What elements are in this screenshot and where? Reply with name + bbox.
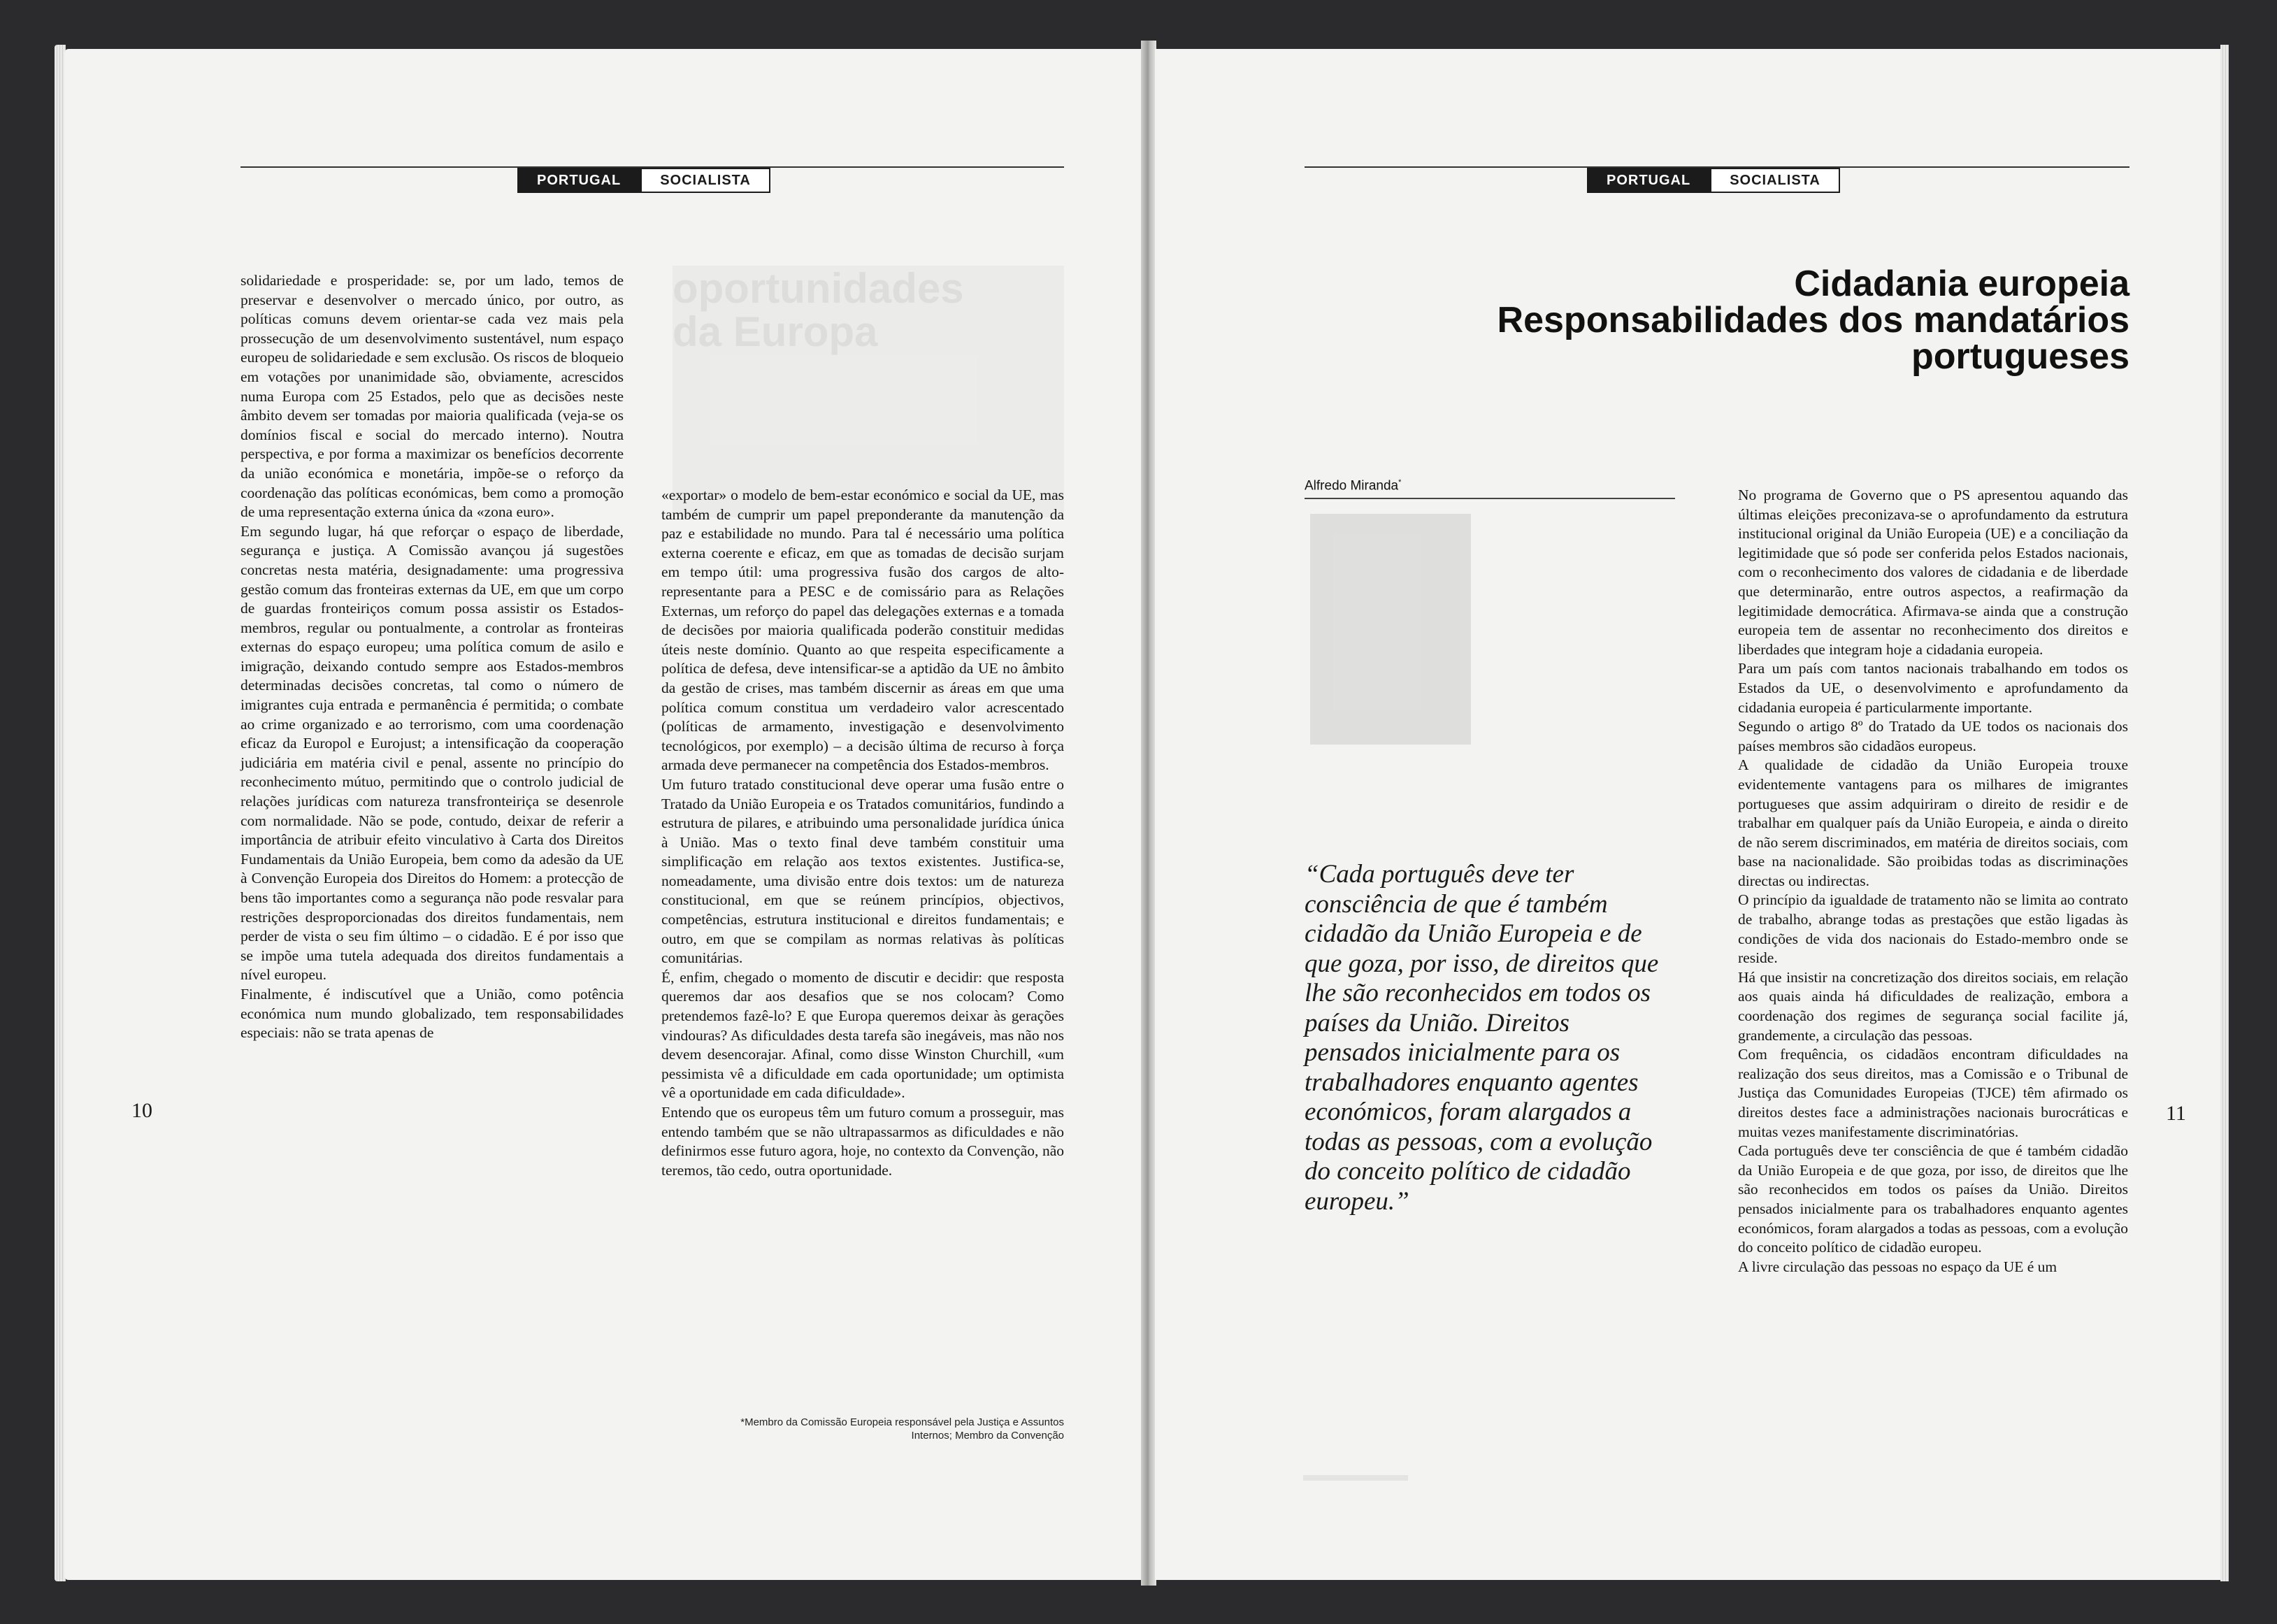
show-through-photo — [1310, 514, 1471, 745]
right-column — [1738, 486, 2128, 1277]
footnote-line: *Membro da Comissão Europeia responsável pela Justiça e Assuntos — [740, 1416, 1064, 1428]
masthead — [517, 168, 770, 193]
paragraph: No programa de Governo que o PS apresentou aquando das últimas eleições preconizava-se o aprofundamento da estrutura institucional original da União Europeia (UE) e a conciliação da legitimidade que só pode ser conferida pelos Estados nacionais, com o reconhecimento dos valores de cidadania e de liberdade que determinarão, entre outros aspectos, a reafirmação da legitimidade democrática. Afirmava-se ainda que a construção europeia tem de assentar no reconhecimento dos direitos e liberdades que integram hoje a cidadania europeia. — [1738, 487, 2128, 658]
binding-gutter — [1141, 41, 1156, 1586]
masthead-socialista: SOCIALISTA — [640, 168, 770, 193]
page-number: 10 — [131, 1099, 152, 1122]
left-column-2 — [661, 486, 1064, 1180]
magazine-spread — [55, 41, 2229, 1586]
paragraph: Segundo o artigo 8º do Tratado da UE todos os nacionais dos países membros são cidadãos europeus. — [1738, 718, 2128, 754]
masthead — [1587, 168, 1840, 193]
paragraph: Com frequência, os cidadãos encontram dificuldades na realização dos seus direitos, mas a Comissão e o Tribunal de Justiça das Comunidades Europeias (TJCE) têm afirmado os direitos destes face a administrações nacionais burocráticas e muitas vezes manifestamente discriminatórias. — [1738, 1046, 2128, 1140]
author-name: Alfredo Miranda — [1305, 478, 1399, 494]
paragraph: «exportar» o modelo de bem-estar económico e social da UE, mas também de cumprir um papel preponderante da manutenção da paz e estabilidade no mundo. Para tal é necessário uma política externa coerente e eficaz, em que as tomadas de decisão surjam em tempo útil: uma progressiva fusão dos cargos de alto-representante para a PESC e de comissário para as Relações Externas, um reforço do papel das delegações externas e a tomada de decisões por maioria qualificada poderão constituir medidas úteis neste domínio. Quanto ao que respeita especificamente a política de defesa, deve intensificar-se a aptidão da UE no âmbito da gestão de crises, mas também discernir as áreas em que uma política comum constitua um verdadeiro valor acrescentado (políticas de armamento, investigação e desenvolvimento tecnológicos, por exemplo) – a decisão última de recurso à força armada deve permanecer na competência dos Estados-membros. — [661, 487, 1064, 774]
page-edges-right — [2220, 45, 2229, 1581]
masthead-portugal: PORTUGAL — [517, 168, 640, 193]
paragraph: A livre circulação das pessoas no espaço da UE é um — [1738, 1258, 2057, 1275]
masthead-socialista: SOCIALISTA — [1710, 168, 1840, 193]
left-page — [64, 49, 1141, 1580]
paragraph: O princípio da igualdade de tratamento não se limita ao contrato de trabalho, abrange todas as prestações que estão ligadas às condições de vida dos nacionais do Estado-membro onde se reside. — [1738, 891, 2128, 967]
paragraph: A qualidade de cidadão da União Europeia trouxe evidentemente vantagens para os milhares de imigrantes portugueses que assim adquiriram o direito de residir e de trabalhar em qualquer país da União Europeia, e ainda o direito de não serem discriminados, em matéria de direitos sociais, com base na nacionalidade. São proibidas todas as discriminações directas ou indirectas. — [1738, 756, 2128, 889]
paragraph: Um futuro tratado constitucional deve operar uma fusão entre o Tratado da União Europeia e os Tratados comunitários, fundindo a estrutura de pilares, e atribuindo uma personalidade jurídica única à União. Mas o texto final deve também constituir uma simplificação em relação aos textos existentes. Justifica-se, nomeadamente, uma divisão entre dois textos: um de natureza constitucional, em que se reúnem princípios, objectivos, competências, estrutura institucional e direitos fundamentais; e outro, em que se compilam as normas relativas às políticas comunitárias. — [661, 775, 1064, 967]
page-number: 11 — [2166, 1102, 2186, 1125]
paragraph: Cada português deve ter consciência de que é também cidadão da União Europeia e de que goza, por isso, de direitos que lhe são reconhecidos em todos os países da União. Direitos pensados inicialmente para os trabalhadores enquanto agentes económicos, foram alargados a todas as pessoas, com a evolução do conceito político de cidadão europeu. — [1738, 1142, 2128, 1256]
paragraph: É, enfim, chegado o momento de discutir e decidir: que resposta queremos dar aos desafios que se nos colocam? Como pretendemos fazê-lo? E que Europa queremos deixar às gerações vindouras? As dificuldades desta tarefa são inegáveis, mas não nos devem desencorajar. Afinal, como disse Winston Churchill, «um pessimista vê a dificuldade em cada oportunidade; um optimista vê a oportunidade em cada dificuldade». — [661, 968, 1064, 1102]
author-byline — [1305, 478, 1675, 499]
paragraph: Há que insistir na concretização dos direitos sociais, em relação aos quais ainda há dificuldades de realização, embora a coordenação dos regimes de segurança social facilite já, grandemente, a circulação das pessoas. — [1738, 968, 2128, 1044]
masthead-portugal: PORTUGAL — [1587, 168, 1710, 193]
paragraph: solidariedade e prosperidade: se, por um lado, temos de preservar e desenvolver o mercado único, por outro, as políticas comuns devem orientar-se cada vez mais pela prossecução de um desenvolvimento sustentável, num espaço europeu de solidariedade e sem exclusão. Os riscos de bloqueio em votações por unanimidade são, obviamente, acrescidos numa Europa com 25 Estados, pelo que as decisões neste âmbito devem ser tomadas por maioria qualificada (veja-se os domínios fiscal e social do mercado interno). Noutra perspectiva, e por forma a maximizar os benefícios decorrente da união económica e monetária, impõe-se o reforço da coordenação das políticas económicas, bem como a promoção de uma representação externa única da «zona euro». — [240, 272, 624, 521]
footnote-line: Internos; Membro da Convenção — [911, 1430, 1064, 1442]
title-line-1: Cidadania europeia — [1794, 264, 2129, 304]
paragraph: Finalmente, é indiscutível que a União, como potência económica num mundo globalizado, tem responsabilidades especiais: não se trata apenas de — [240, 985, 624, 1042]
article-title — [1305, 266, 2129, 375]
right-page — [1155, 49, 2225, 1580]
author-footnote-mark: * — [1398, 478, 1402, 487]
paragraph: Entendo que os europeus têm um futuro comum a prosseguir, mas entendo também que se não ultrapassarmos as dificuldades e não definirmos esse futuro agora, hoje, no contexto da Convenção, não teremos, tão cedo, outra oportunidade. — [661, 1104, 1064, 1179]
paragraph: Em segundo lugar, há que reforçar o espaço de liberdade, segurança e justiça. A Comissão avançou já sugestões concretas nesta matéria, designadamente: uma progressiva gestão comum das fronteiras externas da UE, em que um corpo de guardas fronteiriços comum possa assistir os Estados-membros, regular ou pontualmente, a controlar as fronteiras externas do espaço europeu; uma política comum de asilo e imigração, deixando contudo sempre aos Estados-membros determinadas decisões concretas, tal como o número de imigrantes cuja entrada e permanência é permitida; o combate ao crime organizado e ao terrorismo, com uma coordenação eficaz da Europol e Eurojust; a intensificação da cooperação judiciária em matéria civil e penal, assente no princípio do reconhecimento mútuo, permitindo que o controlo judicial de relações jurídicas com natureza transfronteiriça se desenrole com normalidade. Não se pode, contudo, deixar de referir a importância de atribuir efeito vinculativo à Carta dos Direitos Fundamentais da União Europeia, bem como da adesão da UE à Convenção Europeia dos Direitos do Homem: a protecção de bens tão importantes como a segurança não pode resvalar para restrições desproporcionadas dos direitos fundamentais, nem perder de vista o seu fim último – o cidadão. E é por isso que se impõe uma tutela adequada dos direitos fundamentais a nível europeu. — [240, 522, 624, 984]
pull-quote: “Cada português deve ter consciência de que é também cidadão da União Europeia e de que goza, por isso, de direitos que lhe são reconhecidos em todos os países da União. Direitos pensados inicialmente para os trabalhadores enquanto agentes económicos, foram alargados a todas as pessoas, com a evolução do conceito político de cidadão europeu.” — [1305, 860, 1659, 1216]
show-through-title: oportunidades da Europa — [673, 265, 964, 355]
left-column-1 — [240, 271, 624, 1043]
footnote — [661, 1416, 1064, 1442]
title-line-2: Responsabilidades dos mandatários portugueses — [1497, 300, 2129, 377]
show-through-caption — [1303, 1475, 1408, 1481]
paragraph: Para um país com tantos nacionais trabalhando em todos os Estados da UE, o desenvolvimento e aprofundamento da cidadania europeia é particularmente importante. — [1738, 660, 2128, 716]
